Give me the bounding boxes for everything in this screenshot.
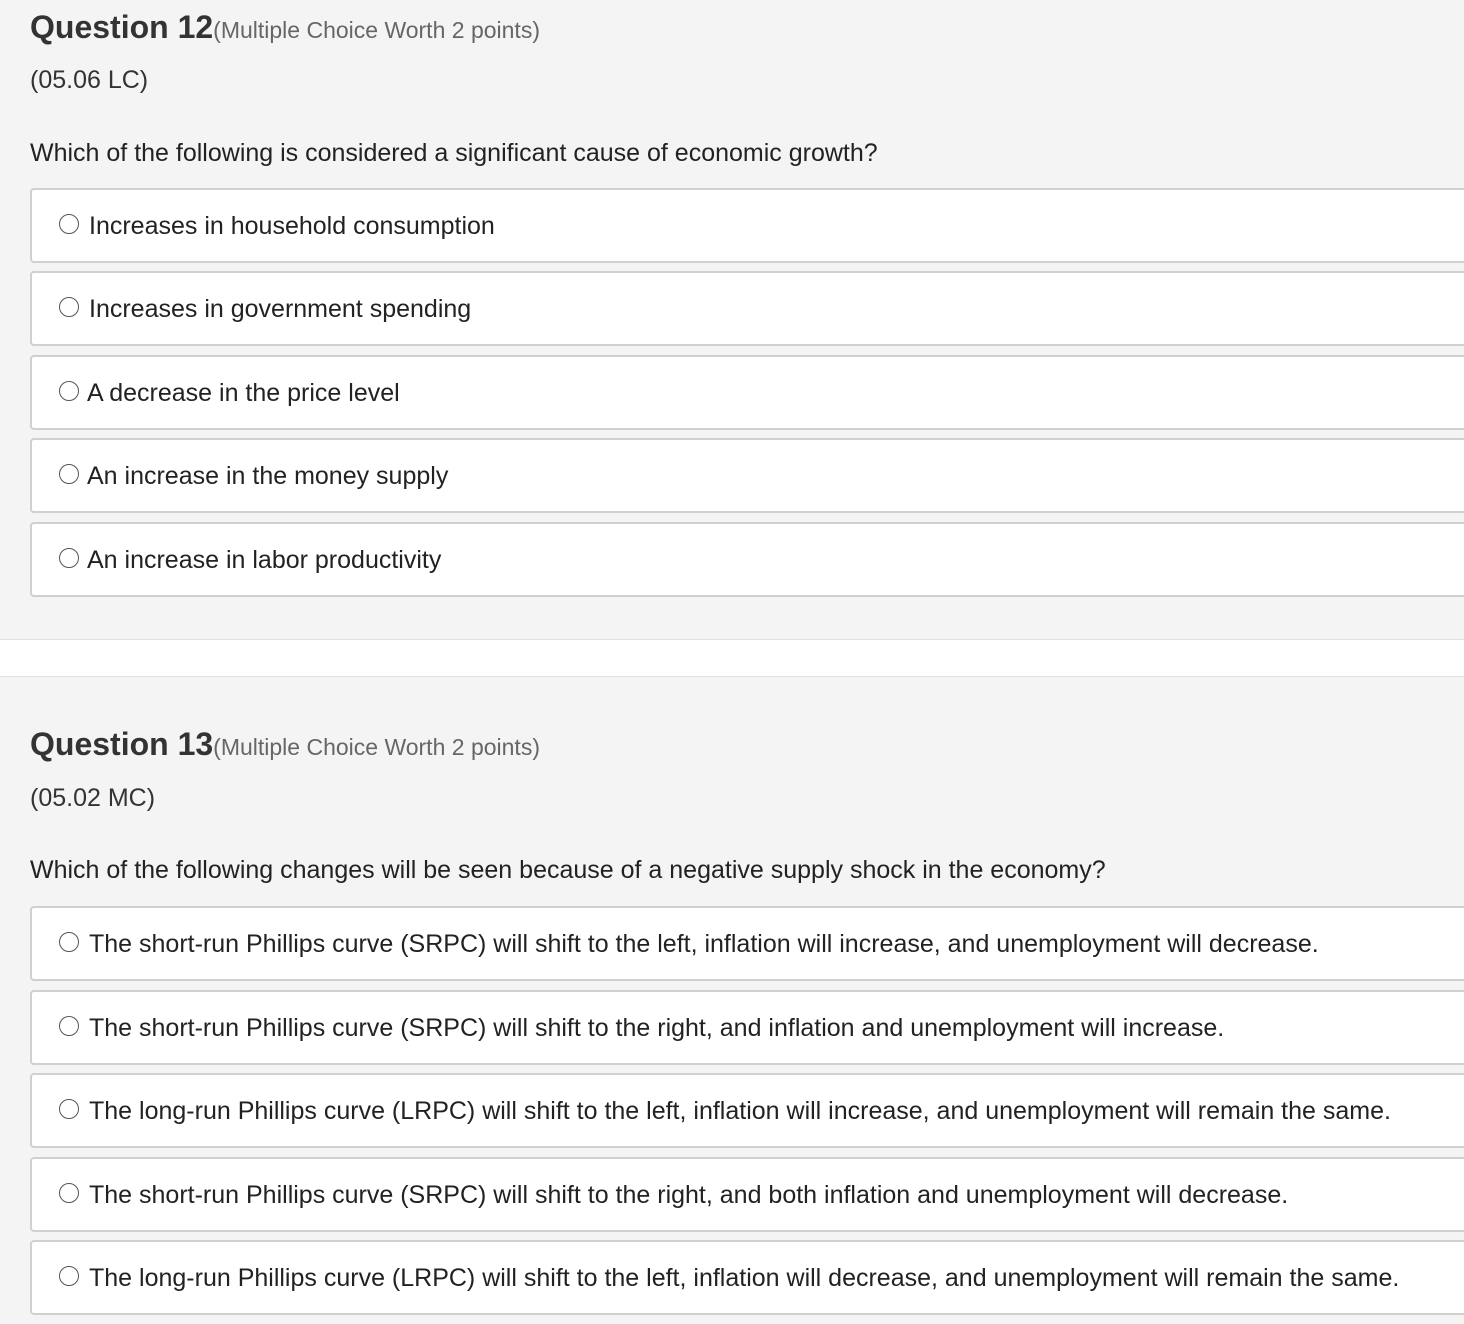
- radio-unselected-icon[interactable]: [59, 381, 79, 401]
- radio-unselected-icon[interactable]: [59, 1266, 79, 1286]
- question-code: (05.02 MC): [30, 784, 156, 812]
- question-type-label: (Multiple Choice Worth 2 points): [213, 734, 540, 760]
- answer-choice[interactable]: [30, 522, 1464, 597]
- answer-choice[interactable]: [30, 1073, 1464, 1148]
- answer-choice[interactable]: [30, 355, 1464, 430]
- question-heading: [30, 9, 540, 46]
- question-code: (05.06 LC): [30, 66, 149, 94]
- answer-choice[interactable]: [30, 271, 1464, 346]
- answer-choice[interactable]: [30, 438, 1464, 513]
- answer-choice[interactable]: [30, 990, 1464, 1065]
- answer-choice-label: The long-run Phillips curve (LRPC) will shift to the left, inflation will increase, and unemployment will remain the same.: [89, 1097, 1391, 1125]
- radio-unselected-icon[interactable]: [59, 1183, 79, 1203]
- answer-choice-label: Increases in household consumption: [89, 212, 495, 240]
- answer-choice-label: Increases in government spending: [89, 295, 472, 323]
- answer-choice-label: The short-run Phillips curve (SRPC) will shift to the right, and both inflation and unemployment will decrease.: [89, 1181, 1289, 1209]
- answer-choice-label: The short-run Phillips curve (SRPC) will shift to the left, inflation will increase, and unemployment will decrease.: [89, 930, 1319, 958]
- question-type-label: (Multiple Choice Worth 2 points): [213, 17, 540, 43]
- answer-choice[interactable]: [30, 1240, 1464, 1315]
- answer-choice-label: The short-run Phillips curve (SRPC) will shift to the right, and inflation and unemployment will increase.: [89, 1014, 1225, 1042]
- radio-unselected-icon[interactable]: [59, 548, 79, 568]
- radio-unselected-icon[interactable]: [59, 297, 79, 317]
- answer-choice-label: An increase in labor productivity: [87, 546, 442, 574]
- question-13-panel: [0, 677, 1464, 1324]
- question-title: Question 13: [30, 726, 214, 762]
- question-prompt: Which of the following changes will be seen because of a negative supply shock in the economy?: [30, 856, 1106, 884]
- question-heading: [30, 726, 540, 763]
- answer-choice[interactable]: [30, 188, 1464, 263]
- question-prompt: Which of the following is considered a significant cause of economic growth?: [30, 139, 878, 167]
- question-12-panel: [0, 0, 1464, 639]
- answer-choice-label: The long-run Phillips curve (LRPC) will shift to the left, inflation will decrease, and unemployment will remain the same.: [89, 1264, 1400, 1292]
- answer-choice-label: An increase in the money supply: [87, 462, 449, 490]
- radio-unselected-icon[interactable]: [59, 932, 79, 952]
- radio-unselected-icon[interactable]: [59, 1099, 79, 1119]
- radio-unselected-icon[interactable]: [59, 214, 79, 234]
- radio-unselected-icon[interactable]: [59, 464, 79, 484]
- question-separator: [0, 639, 1464, 677]
- answer-choice[interactable]: [30, 906, 1464, 981]
- radio-unselected-icon[interactable]: [59, 1016, 79, 1036]
- answer-choice[interactable]: [30, 1157, 1464, 1232]
- answer-choice-label: A decrease in the price level: [87, 379, 400, 407]
- question-title: Question 12: [30, 9, 214, 45]
